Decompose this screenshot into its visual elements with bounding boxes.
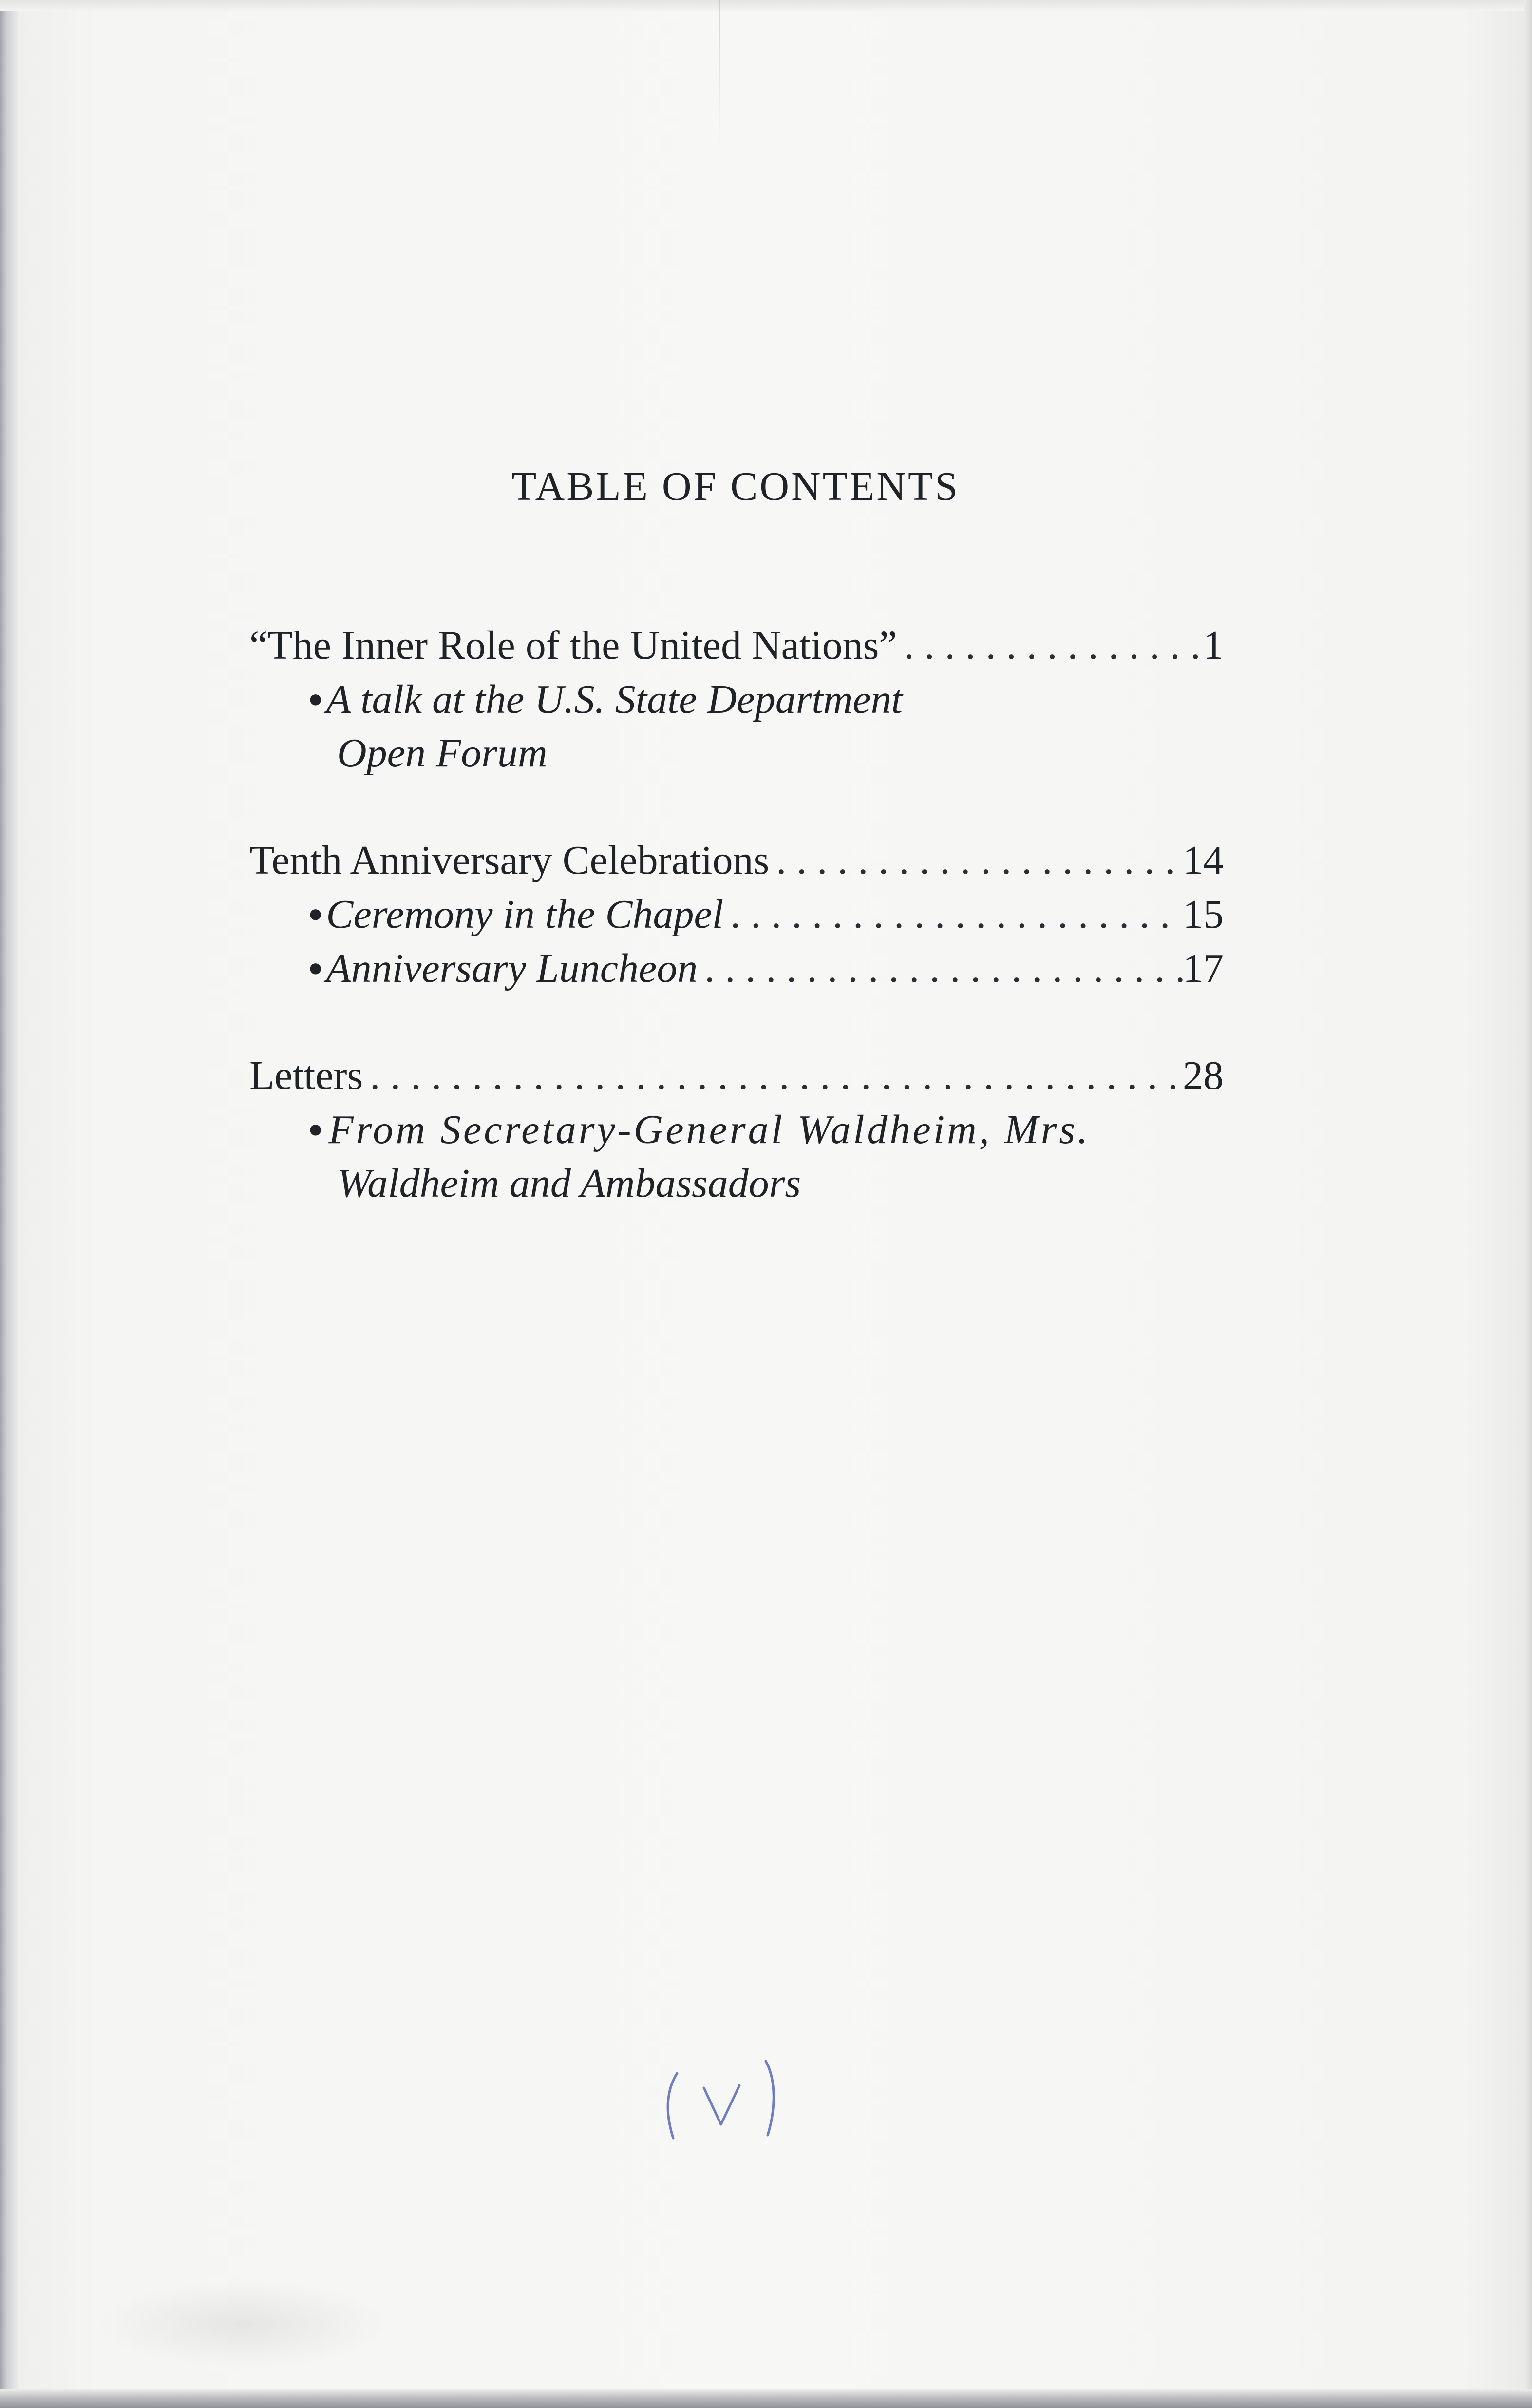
toc-subentry-text: Anniversary Luncheon [326, 946, 698, 991]
toc-entry-page: 1 [1203, 623, 1224, 668]
page-title: TABLE OF CONTENTS [511, 464, 960, 509]
dot-leader [897, 619, 1203, 672]
toc-subentry-page: 15 [1183, 892, 1224, 937]
bullet-icon: ● [308, 900, 323, 928]
toc-subentry-label [308, 941, 698, 995]
bullet-icon: ● [308, 685, 323, 713]
toc-entry-page: 28 [1183, 1053, 1224, 1098]
fold-mark [719, 0, 720, 146]
toc-entry-inner-role[interactable] [249, 619, 1224, 672]
toc-entry-label: Tenth Anniversary Celebrations [249, 838, 770, 883]
page-bottom-edge [0, 2389, 1532, 2408]
page-right-edge [1524, 0, 1532, 2408]
spacer [249, 780, 1224, 834]
toc-entry-letters[interactable] [249, 1049, 1224, 1103]
toc-subentry-page: 17 [1183, 946, 1224, 991]
dot-leader [363, 1049, 1183, 1103]
bullet-icon: ● [308, 954, 323, 982]
toc-entry-description [249, 1103, 1224, 1210]
folio-right-paren [766, 2061, 774, 2135]
toc-entry-page: 14 [1183, 838, 1224, 883]
toc-subentry-label [308, 887, 723, 941]
table-of-contents [249, 619, 1224, 1210]
description-line: Waldheim and Ambassadors [337, 1161, 801, 1206]
folio-letter-v [704, 2085, 739, 2124]
toc-entry-description [249, 672, 1224, 780]
spacer [249, 995, 1224, 1049]
description-line: From Secretary-General Waldheim, Mrs. [328, 1107, 1091, 1152]
handwritten-folio [653, 2051, 799, 2144]
toc-subentry-text: Ceremony in the Chapel [326, 892, 724, 937]
paper-smudge [97, 2280, 390, 2368]
description-line: Open Forum [337, 730, 548, 776]
toc-entry-label: “The Inner Role of the United Nations” [249, 623, 897, 668]
toc-subentry-chapel[interactable] [249, 887, 1224, 941]
toc-entry-anniversary[interactable] [249, 834, 1224, 887]
bullet-icon: ● [308, 1115, 326, 1143]
page-top-edge [0, 0, 1532, 11]
toc-entry-label: Letters [249, 1053, 363, 1098]
description-line: A talk at the U.S. State Department [326, 677, 903, 722]
dot-leader [698, 942, 1183, 995]
dot-leader [769, 834, 1183, 887]
dot-leader [723, 888, 1183, 941]
toc-subentry-luncheon[interactable] [249, 941, 1224, 995]
folio-left-paren [668, 2073, 677, 2138]
